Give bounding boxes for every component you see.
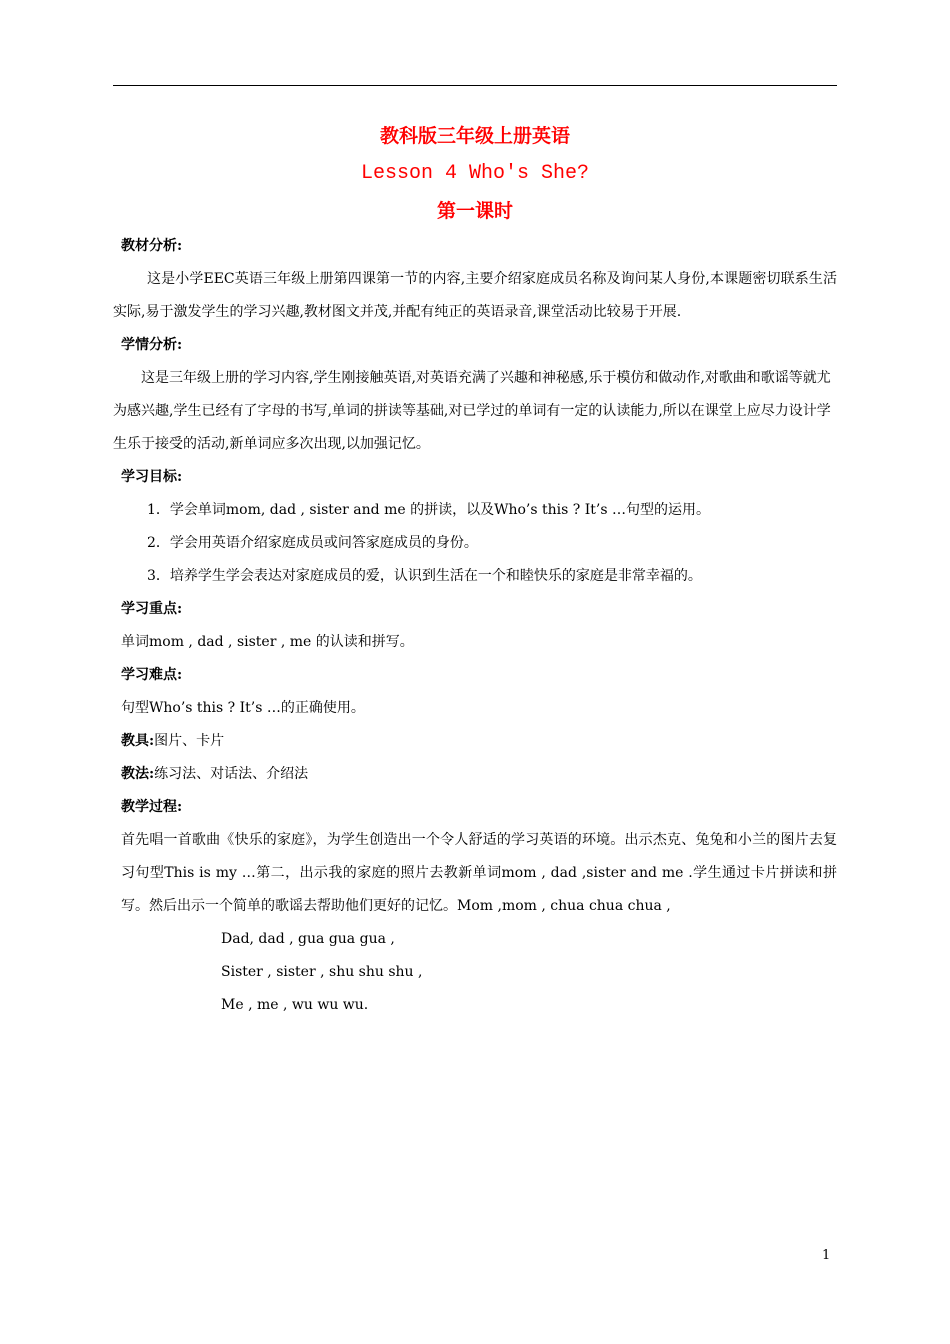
process-text: 首先唱一首歌曲《快乐的家庭》，为学生创造出一个令人舒适的学习英语的环境。出示杰克、兔兔和小兰的图片去复习句型This is my …第二，出示我的家庭的照片去教新单词mom , dad ,sister and me .学生通过卡片拼读和拼写。然后出示一个简单的歌谣去帮助他们更好的记忆。Mom ,mom , chua chua chua , [121, 832, 837, 914]
methods-label: 教法: [121, 766, 155, 782]
document-title: 教科版三年级上册英语 [379, 125, 570, 147]
section-heading-keypoints: 学习重点: [121, 601, 183, 617]
tools-label: 教具: [121, 733, 155, 749]
difficulty-text: 句型Who’s this ? It’s …的正确使用。 [121, 700, 365, 716]
chant-line: Dad, dad , gua gua gua , [221, 931, 395, 947]
keypoints-text: 单词mom , dad , sister , me 的认读和拼写。 [121, 634, 414, 650]
header-rule [113, 85, 837, 86]
section-heading-difficulty: 学习难点: [121, 667, 183, 683]
tools-text: 图片、卡片 [154, 733, 225, 749]
lesson-title: Lesson 4 Who's She? [360, 162, 590, 185]
document-body [113, 230, 837, 1022]
methods-line [113, 758, 837, 791]
goal-item: 3．培养学生学会表达对家庭成员的爱，认识到生活在一个和睦快乐的家庭是非常幸福的。 [147, 568, 702, 584]
tools-line [113, 725, 837, 758]
section-heading-goals: 学习目标: [121, 469, 183, 485]
section-heading-material: 教材分析: [121, 238, 183, 254]
section-heading-students: 学情分析: [121, 337, 183, 353]
goal-item: 1．学会单词mom, dad , sister and me 的拼读，以及Who’s this ? It’s …句型的运用。 [147, 502, 710, 518]
chant-line: Me , me , wu wu wu. [221, 997, 369, 1013]
section-heading-process: 教学过程: [121, 799, 183, 815]
methods-text: 练习法、对话法、介绍法 [154, 766, 309, 782]
chant-line: Sister , sister , shu shu shu , [221, 964, 423, 980]
material-analysis-text: 这是小学EEC英语三年级上册第四课第一节的内容,主要介绍家庭成员名称及询问某人身份,本课题密切联系生活实际,易于激发学生的学习兴趣,教材图文并茂,并配有纯正的英语录音,课堂活动比较易于开展. [113, 271, 837, 320]
lesson-subtitle: 第一课时 [436, 200, 513, 222]
goal-item: 2．学会用英语介绍家庭成员或问答家庭成员的身份。 [147, 535, 478, 551]
students-analysis-text: 这是三年级上册的学习内容,学生刚接触英语,对英语充满了兴趣和神秘感,乐于模仿和做动作,对歌曲和歌谣等就尤为感兴趣,学生已经有了字母的书写,单词的拼读等基础,对已学过的单词有一定的认读能力,所以在课堂上应尽力设计学生乐于接受的活动,新单词应多次出现,以加强记忆。 [113, 370, 831, 452]
page-number: 1 [822, 1248, 831, 1263]
